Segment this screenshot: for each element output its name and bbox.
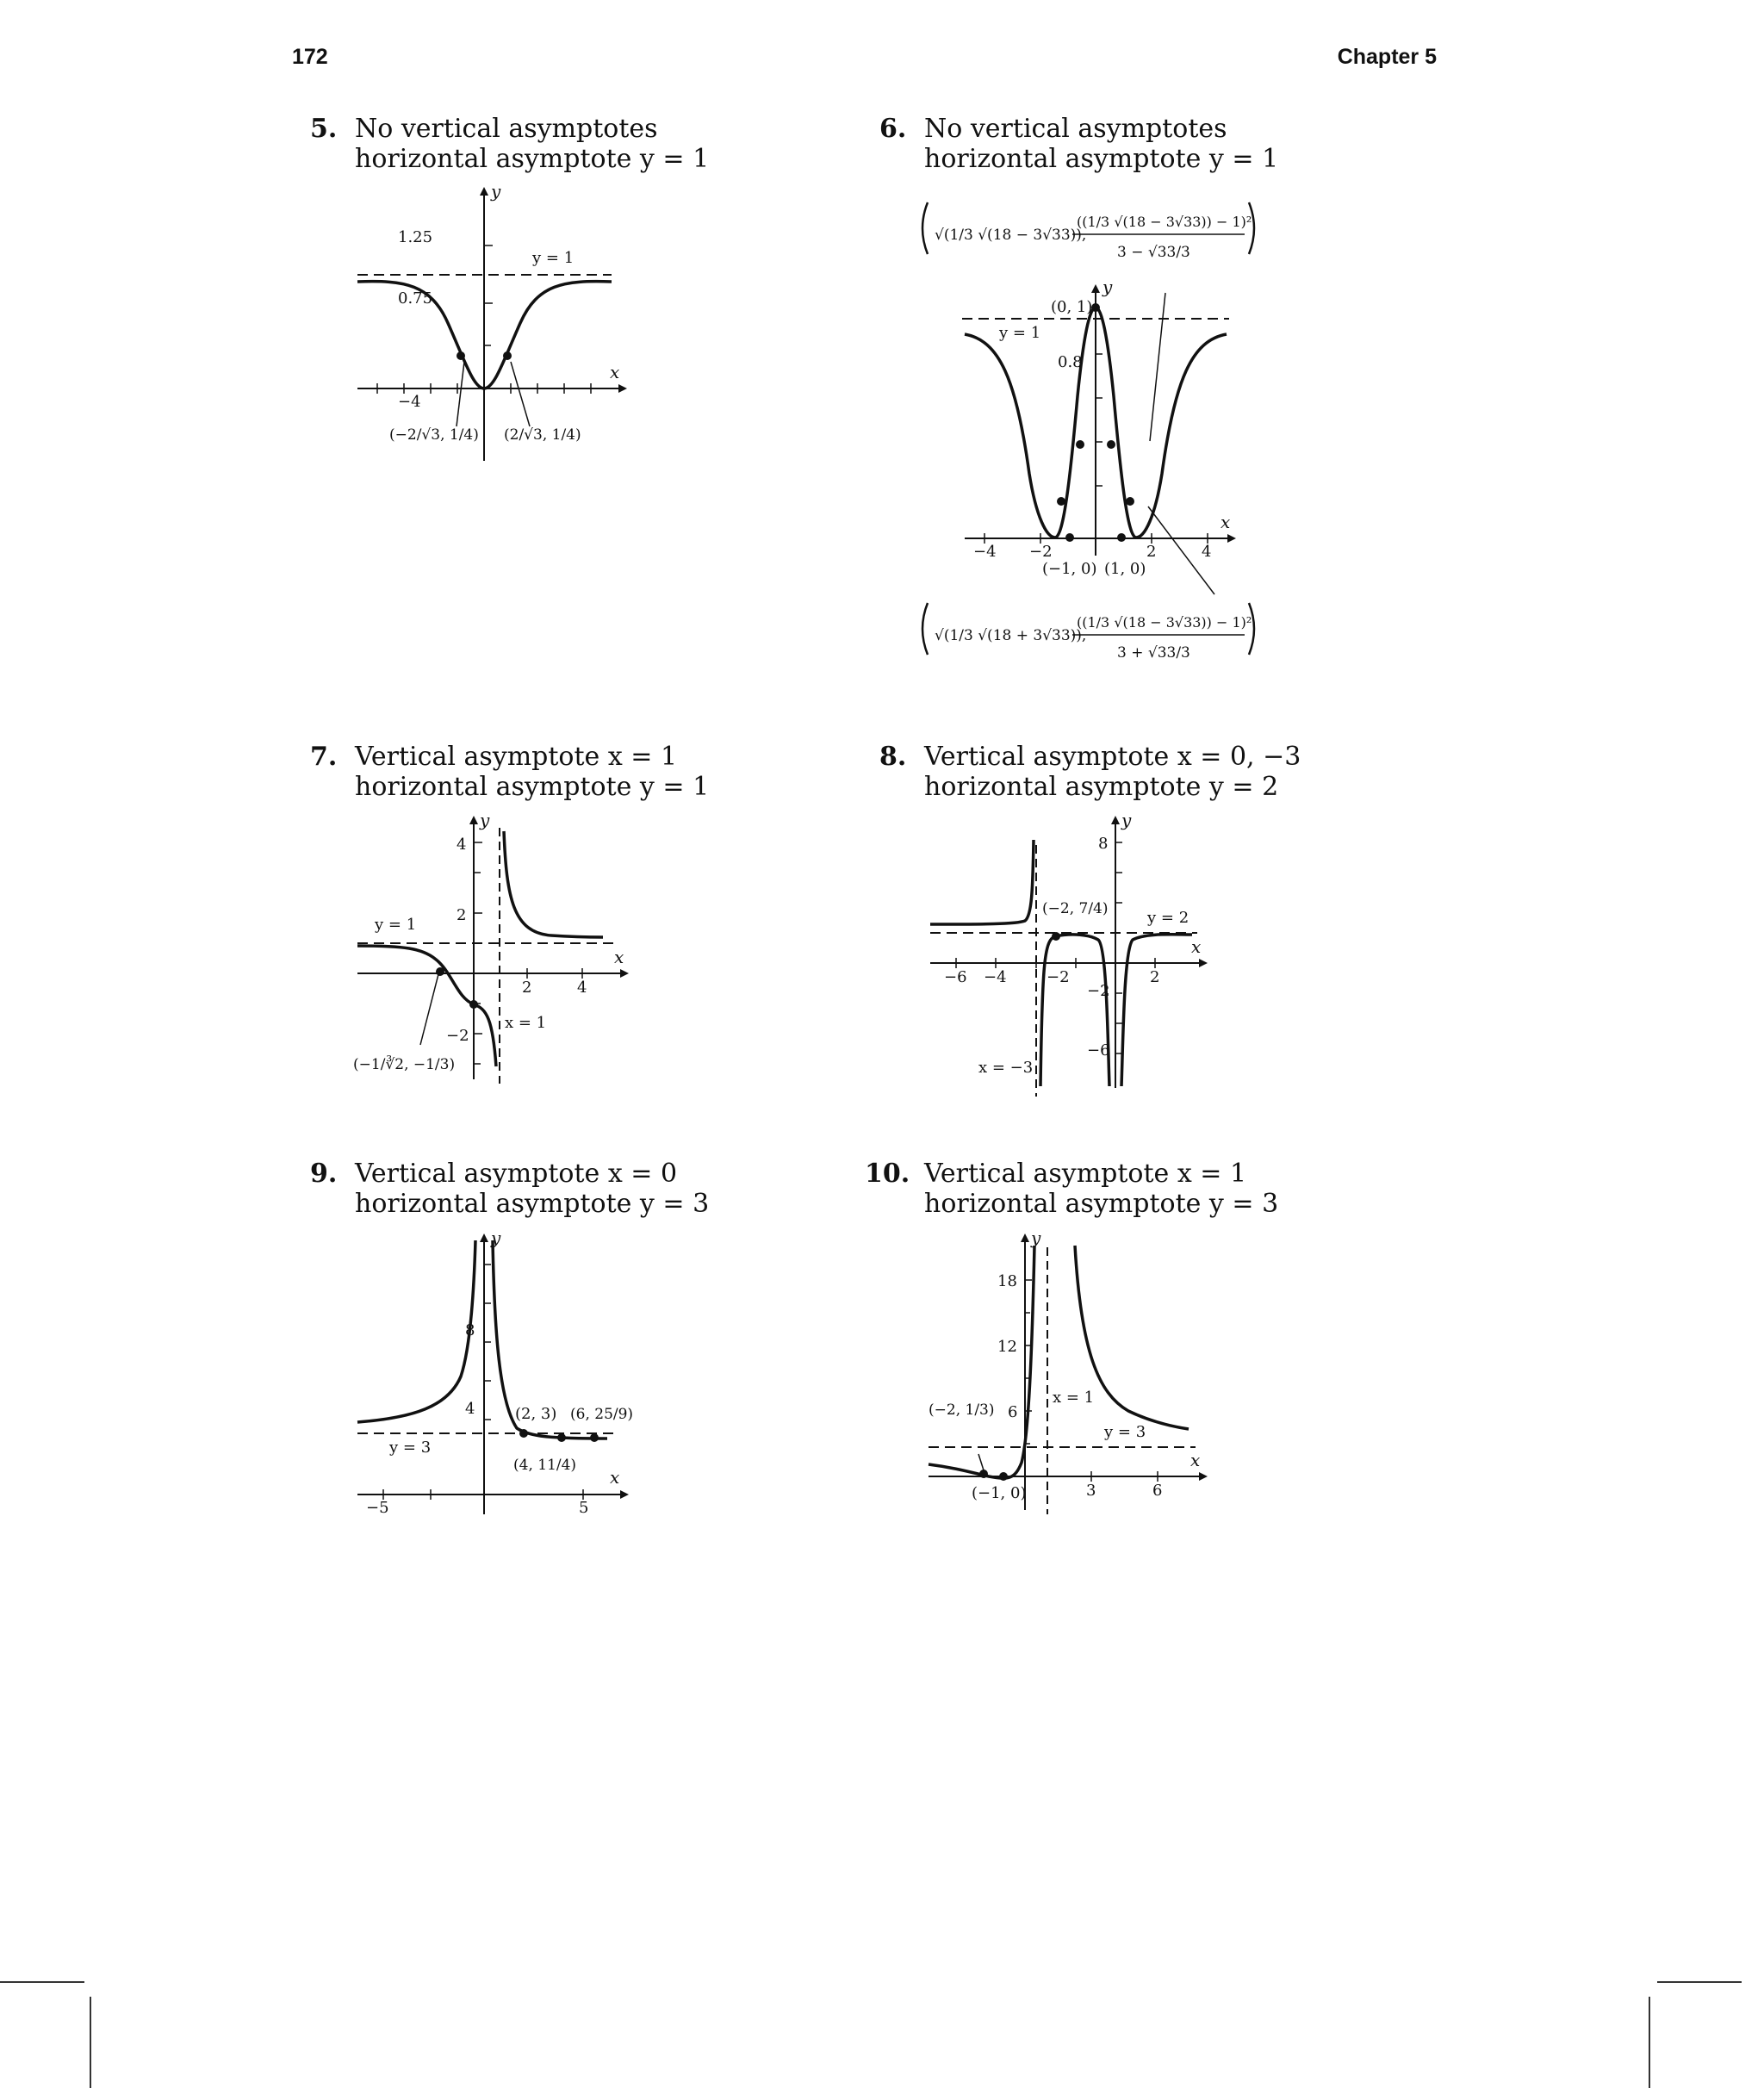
callout-right (511, 362, 530, 426)
problem-number: 6. (879, 114, 907, 144)
formula-top-num: ((1/3 √(18 − 3√33)) − 1)² (1077, 214, 1252, 230)
problem-line-2: horizontal asymptote y = 2 (924, 772, 1279, 802)
problem-text (355, 114, 709, 174)
crop-mark (0, 1981, 84, 1983)
paren-left (922, 603, 928, 655)
problem-line-1: No vertical asymptotes (924, 114, 1227, 144)
point-label-b: (−1, 0) (972, 1484, 1027, 1502)
point-label-pos1: (1, 0) (1104, 560, 1146, 578)
tick-label: −6 (944, 968, 967, 986)
point (436, 967, 444, 976)
problem-text (924, 742, 1301, 802)
x-axis-arrow (620, 1490, 629, 1499)
asymptote-label: y = 1 (999, 324, 1041, 342)
tick-label: 4 (457, 836, 467, 854)
tick-marks (1025, 1280, 1158, 1482)
point-label-a: (−2, 1/3) (929, 1401, 995, 1419)
x-axis-arrow (618, 384, 627, 393)
formula-top-x: √(1/3 √(18 − 3√33)), (935, 227, 1087, 244)
x-axis-label: x (1190, 1450, 1201, 1470)
point-label: (−1/∛2, −1/3) (353, 1056, 456, 1073)
function-curve (930, 840, 1034, 924)
graph-10 (922, 1227, 1214, 1523)
problem-line-2: horizontal asymptote y = 3 (355, 1189, 710, 1219)
point-label-left: (−2/√3, 1/4) (389, 426, 479, 444)
y-axis-label: y (480, 810, 490, 830)
problem-number: 8. (879, 742, 907, 772)
point-right (503, 351, 512, 360)
tick-label: 4 (465, 1400, 475, 1418)
problem-line-1: No vertical asymptotes (355, 114, 658, 144)
point (1076, 440, 1084, 449)
callout (420, 974, 438, 1045)
point-label-right: (2/√3, 1/4) (504, 426, 581, 444)
page-number: 172 (292, 45, 328, 69)
asymptote-h-label: y = 3 (389, 1439, 432, 1457)
callout-left (457, 362, 464, 426)
tick-label: −5 (366, 1499, 389, 1517)
asymptote-h-label: y = 1 (375, 916, 417, 934)
problem-text (924, 1159, 1278, 1219)
problem-number: 5. (310, 114, 338, 144)
problem-line-1: Vertical asymptote x = 0, −3 (924, 742, 1301, 772)
tick-label: 12 (997, 1338, 1017, 1356)
point (519, 1429, 528, 1438)
x-axis-arrow (1199, 1472, 1208, 1481)
y-axis-label: y (1102, 277, 1113, 297)
x-axis-arrow (620, 969, 629, 978)
y-axis-label: y (1121, 810, 1132, 830)
point (590, 1433, 599, 1442)
graph-8 (922, 812, 1214, 1097)
asymptote-h-label: y = 3 (1104, 1423, 1146, 1441)
point-neg1 (1065, 533, 1074, 542)
function-curve (929, 1246, 1034, 1478)
problem-line-2: horizontal asymptote y = 1 (355, 772, 710, 802)
tick-marks (956, 842, 1155, 1053)
tick-label: 6 (1152, 1482, 1163, 1500)
function-curve (1121, 935, 1192, 1086)
y-axis-label: y (491, 181, 501, 202)
y-axis-arrow (1111, 816, 1120, 824)
y-axis-label: y (1031, 1227, 1041, 1248)
tick-label: 2 (457, 906, 467, 924)
tick-label: 3 (1086, 1482, 1096, 1500)
tick-label: 4 (577, 979, 587, 997)
point-label-top: (0, 1) (1051, 298, 1093, 316)
graph-7 (345, 812, 637, 1088)
problem-number: 10. (865, 1159, 910, 1189)
problem-line-2: horizontal asymptote y = 1 (355, 144, 710, 174)
x-axis-label: x (1191, 936, 1202, 957)
tick-label: 1.25 (398, 228, 433, 246)
x-axis-label: x (610, 1467, 620, 1488)
point (979, 1470, 988, 1478)
x-axis-label: x (610, 362, 620, 382)
x-axis-label: x (614, 947, 624, 967)
tick-label: 0.75 (398, 289, 433, 308)
function-curve (1040, 935, 1109, 1086)
point-label: (−2, 7/4) (1042, 900, 1109, 917)
asymptote-v-label: x = 1 (1053, 1389, 1095, 1407)
tick-label: 8 (1098, 835, 1109, 853)
asymptote-label: y = 1 (532, 249, 575, 267)
tick-label: 4 (1202, 543, 1212, 561)
x-axis-arrow (1199, 959, 1208, 967)
tick-label: 18 (997, 1272, 1017, 1290)
tick-label: 5 (579, 1499, 589, 1517)
problem-line-2: horizontal asymptote y = 1 (924, 144, 1279, 174)
tick-label: −6 (1087, 1041, 1110, 1060)
problem-number: 7. (310, 742, 338, 772)
tick-label: −2 (1087, 982, 1110, 1000)
y-axis-arrow (469, 816, 478, 824)
crop-mark (1649, 1997, 1650, 2088)
point-label-neg1: (−1, 0) (1042, 560, 1097, 578)
tick-label: −4 (398, 393, 421, 411)
crop-mark (1657, 1981, 1742, 1983)
y-axis-label: y (491, 1227, 501, 1248)
problem-line-1: Vertical asymptote x = 1 (355, 742, 678, 772)
tick-label: 8 (465, 1321, 475, 1339)
point (1126, 497, 1134, 506)
point (469, 1000, 478, 1009)
chapter-title: Chapter 5 (1337, 45, 1437, 69)
callout-top (1150, 293, 1165, 441)
tick-label: 2 (1150, 968, 1160, 986)
point-left (457, 351, 465, 360)
tick-label: 2 (522, 979, 532, 997)
graph-9 (345, 1227, 637, 1523)
tick-label: −4 (973, 543, 997, 561)
y-axis-arrow (1091, 284, 1100, 293)
tick-label: 2 (1146, 543, 1157, 561)
formula-bot-den: 3 + √33/3 (1117, 644, 1190, 662)
formula-top-den: 3 − √33/3 (1117, 244, 1190, 261)
function-curve (504, 831, 603, 937)
tick-label: −2 (446, 1027, 469, 1045)
problem-line-1: Vertical asymptote x = 1 (924, 1159, 1247, 1189)
problem-text (355, 1159, 709, 1219)
problem-line-1: Vertical asymptote x = 0 (355, 1159, 678, 1189)
asymptote-h-label: y = 2 (1147, 909, 1189, 927)
problem-number: 9. (310, 1159, 338, 1189)
point-label-b: (6, 25/9) (570, 1406, 634, 1423)
tick-label: −2 (1047, 968, 1070, 986)
function-curve (357, 1240, 475, 1422)
asymptote-v-label: x = −3 (978, 1059, 1034, 1077)
graph-6 (917, 190, 1270, 680)
x-axis-arrow (1227, 534, 1236, 543)
point (1107, 440, 1115, 449)
formula-bot-x: √(1/3 √(18 + 3√33)), (935, 627, 1087, 644)
tick-label: 6 (1008, 1403, 1018, 1421)
y-axis-arrow (1021, 1234, 1029, 1242)
asymptote-v-label: x = 1 (505, 1014, 547, 1032)
problem-line-2: horizontal asymptote y = 3 (924, 1189, 1279, 1219)
tick-label: −4 (984, 968, 1007, 986)
y-axis-arrow (480, 1234, 488, 1242)
paren-left (922, 202, 928, 254)
point (1052, 932, 1060, 941)
point (557, 1433, 566, 1442)
problem-text (924, 114, 1278, 174)
point-label-a: (2, 3) (515, 1405, 557, 1423)
crop-mark (90, 1997, 91, 2088)
point-pos1 (1117, 533, 1126, 542)
tick-label: −2 (1029, 543, 1053, 561)
point (999, 1472, 1008, 1481)
point-top (1091, 303, 1100, 312)
point (1057, 497, 1065, 506)
formula-bot-num: ((1/3 √(18 − 3√33)) − 1)² (1077, 614, 1252, 631)
y-axis-arrow (480, 187, 488, 196)
x-axis-label: x (1221, 512, 1231, 532)
graph-5 (345, 181, 629, 469)
point-label-c: (4, 11/4) (513, 1457, 577, 1474)
problem-text (355, 742, 709, 802)
tick-label: 0.8 (1058, 353, 1083, 371)
